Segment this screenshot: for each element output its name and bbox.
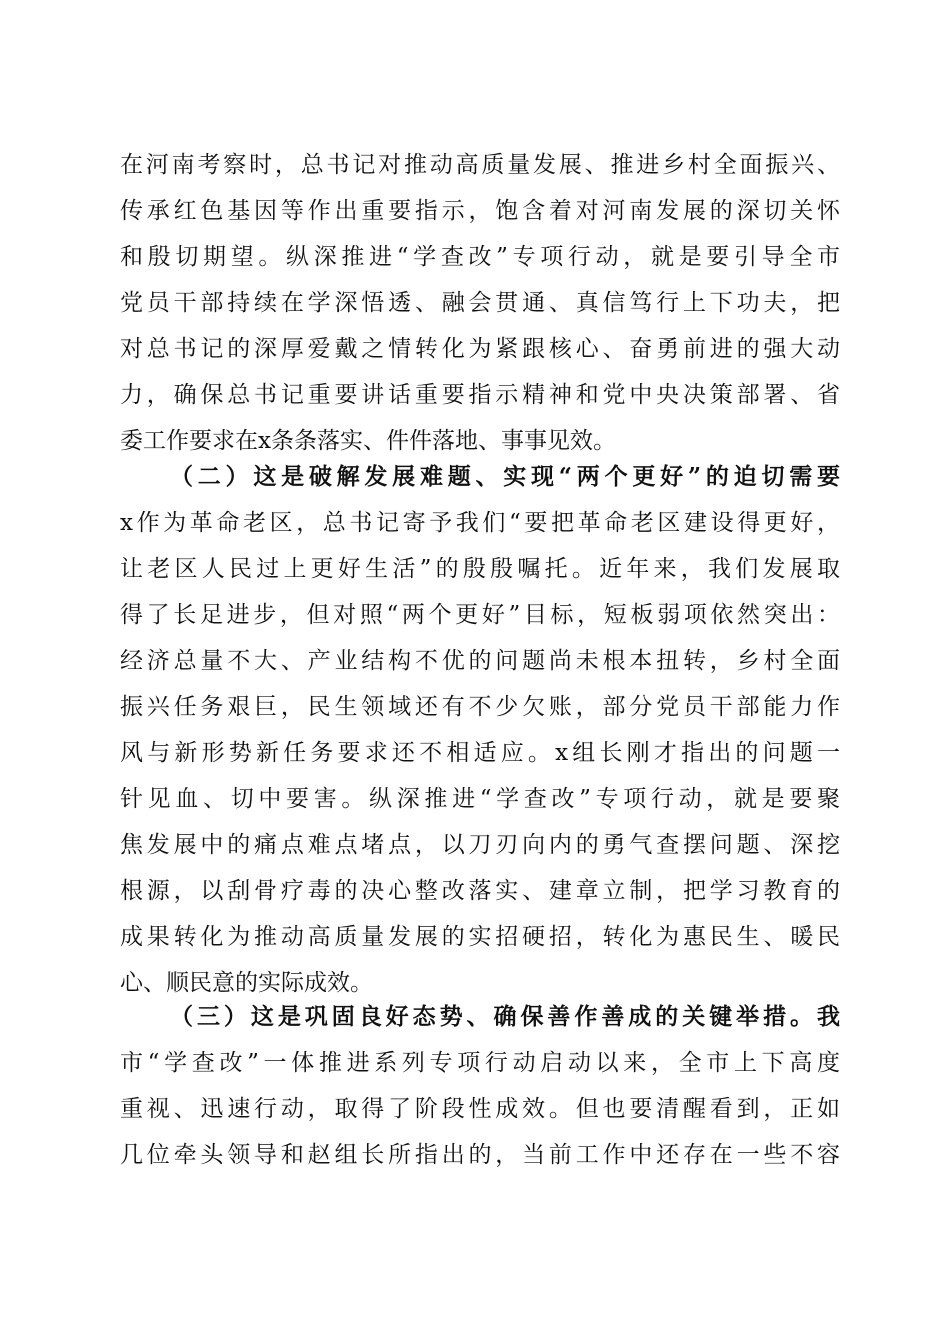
text-line: 力，确保总书记重要讲话重要指示精神和党中央决策部署、省 — [120, 382, 840, 408]
text-line: 成果转化为推动高质量发展的实招硬招，转化为惠民生、暖民 — [120, 924, 840, 950]
text-line: 传承红色基因等作出重要指示，饱含着对河南发展的深切关怀 — [120, 198, 840, 224]
section-2-heading: （二）这是破解发展难题、实现“两个更好”的迫切需要 — [170, 463, 840, 490]
text-line: 党员干部持续在学深悟透、融会贯通、真信笃行上下功夫，把 — [120, 290, 840, 316]
text-line: 市“学查改”一体推进系列专项行动启动以来，全市上下高度 — [120, 1050, 840, 1076]
text-line: 焦发展中的痛点难点堵点，以刀刃向内的勇气查摆问题、深挖 — [120, 832, 840, 858]
text-line: 对总书记的深厚爱戴之情转化为紧跟核心、奋勇前进的强大动 — [120, 336, 840, 362]
section-2 — [120, 454, 840, 1006]
text-line: 让老区人民过上更好生活”的殷殷嘱托。近年来，我们发展取 — [120, 556, 840, 582]
paragraph-continuation — [120, 142, 840, 464]
section-3 — [120, 994, 840, 1178]
text-line: 重视、迅速行动，取得了阶段性成效。但也要清醒看到，正如 — [120, 1096, 840, 1122]
text-line: 几位牵头领导和赵组长所指出的，当前工作中还存在一些不容 — [120, 1142, 840, 1168]
text-line: 得了长足进步，但对照“两个更好”目标，短板弱项依然突出： — [120, 602, 840, 628]
text-line: x作为革命老区，总书记寄予我们“要把革命老区建设得更好， — [120, 510, 840, 536]
text-line: 振兴任务艰巨，民生领域还有不少欠账，部分党员干部能力作 — [120, 694, 840, 720]
text-line: 针见血、切中要害。纵深推进“学查改”专项行动，就是要聚 — [120, 786, 840, 812]
text-line: 根源，以刮骨疗毒的决心整改落实、建章立制，把学习教育的 — [120, 878, 840, 904]
text-line: 风与新形势新任务要求还不相适应。x组长刚才指出的问题一 — [120, 740, 840, 766]
text-line: 经济总量不大、产业结构不优的问题尚未根本扭转，乡村全面 — [120, 648, 840, 674]
section-3-heading: （三）这是巩固良好态势、确保善作善成的关键举措。我 — [170, 1003, 840, 1030]
text-line: 心、顺民意的实际成效。 — [120, 970, 373, 996]
text-line: 委工作要求在x条条落实、件件落地、事事见效。 — [120, 428, 616, 454]
text-line: 和殷切期望。纵深推进“学查改”专项行动，就是要引导全市 — [120, 244, 840, 270]
text-line: 在河南考察时，总书记对推动高质量发展、推进乡村全面振兴、 — [120, 152, 840, 178]
